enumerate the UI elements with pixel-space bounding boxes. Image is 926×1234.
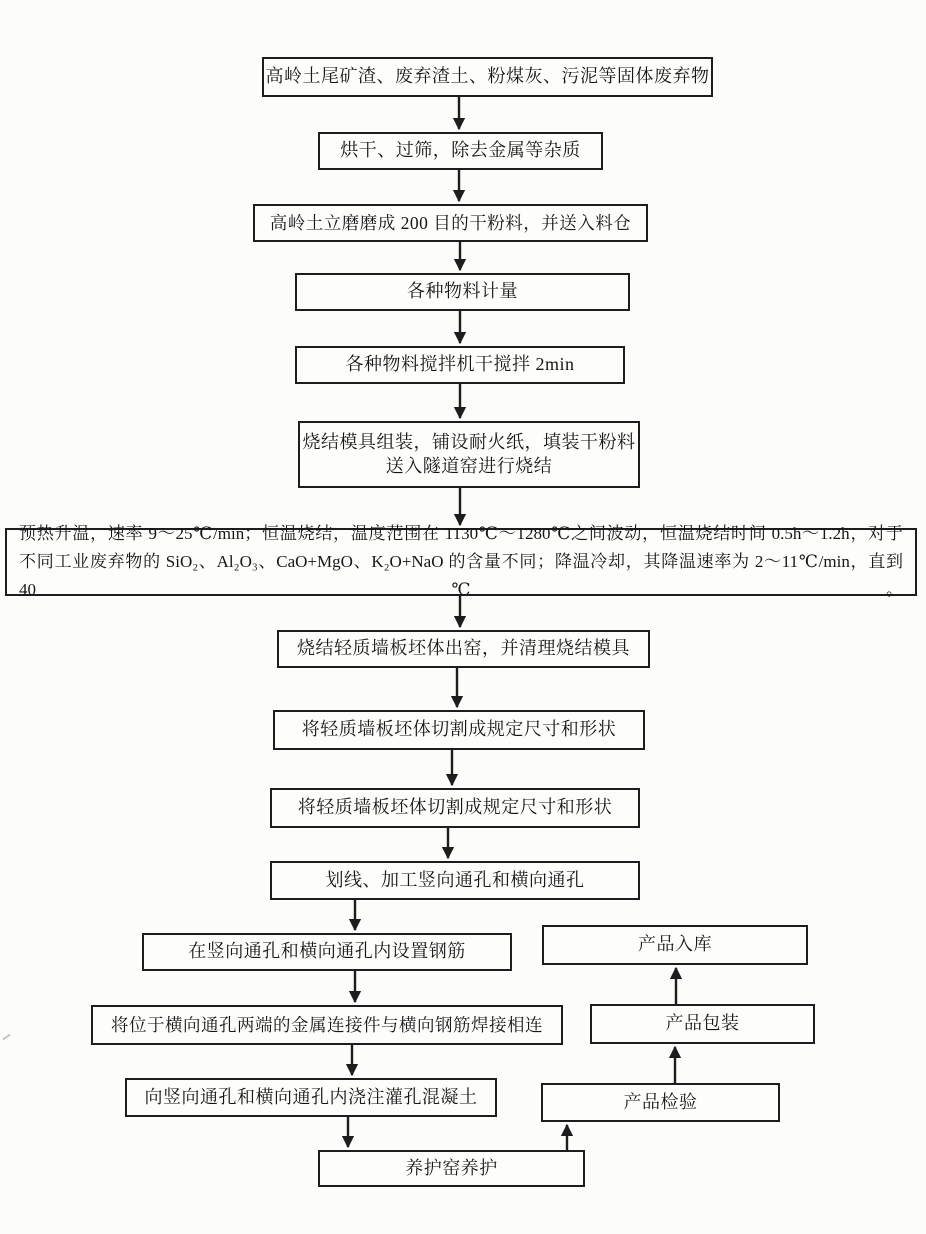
flow-node-label-line1: 烧结模具组装，铺设耐火纸，填装干粉料: [302, 432, 636, 453]
flow-node-weld-connectors: [91, 1005, 563, 1045]
flow-node-curing: [318, 1150, 585, 1187]
flow-node-label: 烧结轻质墙板坯体出窑，并清理烧结模具: [297, 638, 630, 659]
flow-node-inspection: [541, 1083, 780, 1122]
flow-node-label: 将轻质墙板坯体切割成规定尺寸和形状: [297, 797, 613, 818]
flow-node-packaging: [590, 1004, 815, 1044]
flow-node-label: 各种物料搅拌机干搅拌 2min: [345, 354, 575, 375]
flow-node-label: 划线、加工竖向通孔和横向通孔: [325, 869, 585, 890]
flow-node-place-rebar: [142, 933, 512, 971]
flow-node-label-line2: 送入隧道窑进行烧结: [385, 455, 553, 476]
flow-node-measure: [295, 273, 630, 311]
flow-node-scribe-holes: [270, 861, 640, 900]
flow-node-solid-waste: [262, 57, 713, 97]
flow-node-label-line1: 预热升温，速率 9～25℃/min；恒温烧结，温度范围在 1130℃～1280℃之间波动，恒温烧结时间 0.5h～1.2h，对于: [19, 524, 903, 543]
flow-node-sinter-profile: [5, 524, 917, 599]
flow-node-label: 产品包装: [665, 1013, 740, 1034]
flow-node-grind: [253, 204, 648, 242]
flow-node-cut-2: [270, 788, 640, 828]
flow-node-dry-screen: [318, 132, 603, 170]
flow-node-dry-mix: [295, 346, 625, 384]
flow-node-label: 各种物料计量: [407, 281, 518, 302]
flow-node-label: 向竖向通孔和横向通孔内浇注灌孔混凝土: [144, 1086, 478, 1107]
flow-node-label: 烘干、过筛，除去金属等杂质: [340, 140, 581, 161]
flow-node-label: 高岭土立磨磨成 200 目的干粉料，并送入料仓: [269, 212, 632, 233]
flow-node-label: 产品检验: [623, 1091, 698, 1112]
flow-node-mold-fill: [298, 421, 640, 488]
flow-node-label: 将轻质墙板坯体切割成规定尺寸和形状: [301, 719, 617, 740]
flow-node-label-line2: 不同工业废弃物的 SiO₂、Al₂O₃、CaO+MgO、K₂O+NaO 的含量不同；降温冷却，其降温速率为 2～11℃/min，直到 40℃。: [19, 552, 903, 599]
flow-node-cut-1: [273, 710, 645, 750]
flow-node-label: 在竖向通孔和横向通孔内设置钢筋: [188, 941, 466, 962]
flow-node-pour-concrete: [125, 1078, 497, 1117]
flow-node-label: 产品入库: [638, 934, 712, 955]
flow-node-label: 将位于横向通孔两端的金属连接件与横向钢筋焊接相连: [111, 1014, 543, 1035]
flow-node-kiln-out: [277, 630, 650, 668]
flow-node-warehousing: [542, 925, 808, 965]
flow-node-label: 高岭土尾矿渣、废弃渣土、粉煤灰、污泥等固体废弃物: [265, 66, 710, 87]
flow-node-label: 养护窑养护: [405, 1157, 498, 1178]
